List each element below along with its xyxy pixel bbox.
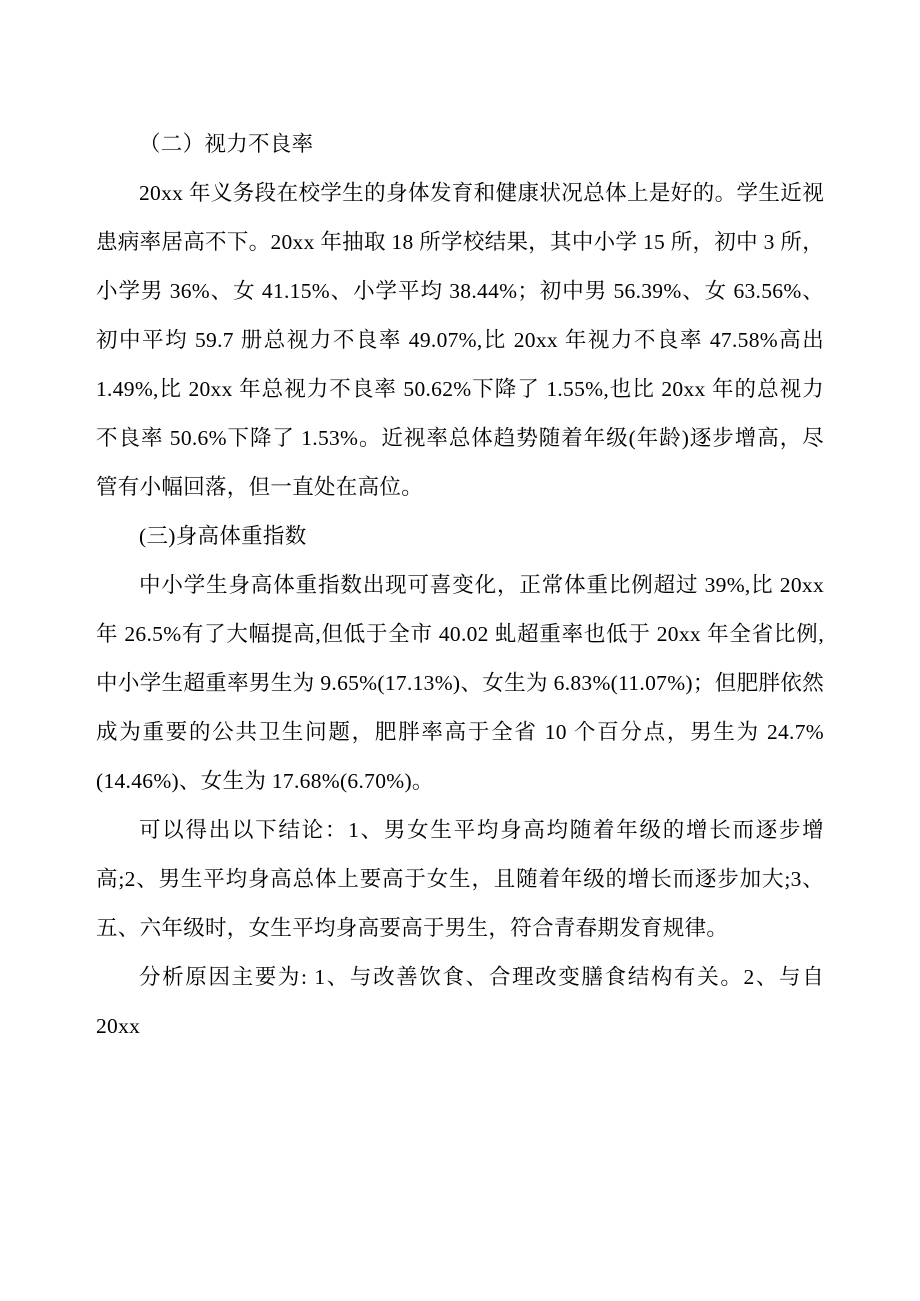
section-heading-bmi: (三)身高体重指数 [139, 524, 307, 548]
paragraph-vision-rate: 20xx 年义务段在校学生的身体发育和健康状况总体上是好的。学生近视患病率居高不下。20xx 年抽取 18 所学校结果，其中小学 15 所，初中 3 所，小学男 36%、女 41.15%、小学平均 38.44%；初中男 56.39%、女 63.56%、初中平均 59.7 册总视力不良率 49.07%,比 20xx 年视力不良率 47.58%高出 1.49%,比 20xx 年总视力不良率 50.62%下降了 1.55%,也比 20xx 年的总视力不良率 50.6%下降了 1.53%。近视率总体趋势随着年级(年龄)逐步增高，尽管有小幅回落，但一直处在高位。 [96, 181, 824, 499]
section-heading-vision-rate: （二）视力不良率 [139, 132, 314, 156]
paragraph-conclusions: 可以得出以下结论：1、男女生平均身高均随着年级的增长而逐步增高;2、男生平均身高总体上要高于女生，且随着年级的增长而逐步加大;3、五、六年级时，女生平均身高要高于男生，符合青春期发育规律。 [96, 818, 824, 940]
paragraph-analysis: 分析原因主要为: 1、与改善饮食、合理改变膳食结构有关。2、与自 20xx [96, 965, 824, 1038]
paragraph-bmi: 中小学生身高体重指数出现可喜变化，正常体重比例超过 39%,比 20xx 年 26.5%有了大幅提高,但低于全市 40.02 虬超重率也低于 20xx 年全省比例,中小学生超重率男生为 9.65%(17.13%)、女生为 6.83%(11.07%)；但肥胖依然成为重要的公共卫生问题，肥胖率高于全省 10 个百分点，男生为 24.7%(14.46%)、女生为 17.68%(6.70%)。 [96, 573, 824, 793]
document-body [96, 120, 824, 1051]
